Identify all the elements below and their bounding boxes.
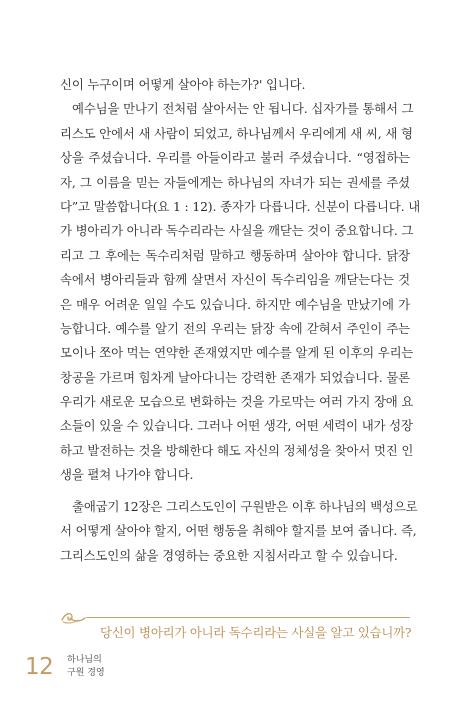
running-head-line: 구원 경영: [67, 668, 105, 678]
paragraph-2-line: 그리스도인의 삶을 경영하는 중요한 지침서라고 할 수 있습니다.: [60, 547, 398, 563]
paragraph-1-line: 리스도 안에서 새 사람이 되었고, 하나님께서 우리에게 새 씨, 새 형: [60, 125, 413, 141]
paragraph-2-line: 출애굽기 12장은 그리스도인이 구원받은 이후 하나님의 백성으로: [72, 499, 418, 514]
paragraph-2: [60, 495, 418, 568]
paragraph-1-line: 자, 그 이름을 믿는 자들에게는 하나님의 자녀가 되는 권세를 주셨: [60, 174, 410, 190]
paragraph-1-line: 능합니다. 예수를 알기 전의 우리는 닭장 속에 갇혀서 주인이 주는: [60, 320, 410, 336]
paragraph-1-line: 모이나 쪼아 먹는 연약한 존재였지만 예수를 알게 된 이후의 우리는: [60, 345, 414, 361]
paragraph-1-line: 소들이 있을 수 있습니다. 그러나 어떤 생각, 어떤 세력이 내가 성장: [60, 418, 413, 434]
callout-divider: [86, 617, 410, 618]
paragraph-1-line: 생을 펼쳐 나가야 합니다.: [60, 467, 194, 483]
ornament-swirl-icon: [60, 608, 86, 626]
paragraph-1: [60, 73, 421, 488]
paragraph-1-line: 하고 발전하는 것을 방해한다 해도 자신의 정체성을 찾아서 멋진 인: [60, 442, 414, 458]
paragraph-1-line: 다”고 말씀합니다(요 1 : 12). 종자가 다릅니다. 신분이 다릅니다. 내: [60, 198, 421, 214]
paragraph-1-line: 우리가 새로운 모습으로 변화하는 것을 가로막는 여러 가지 장애 요: [60, 394, 414, 410]
paragraph-1-line: 신이 누구이며 어떻게 살아야 하는가?' 입니다.: [60, 77, 306, 92]
paragraph-1-line: 창공을 가르며 힘차게 날아다니는 강력한 존재가 되었습니다. 물론: [60, 369, 410, 385]
reflection-callout: [60, 608, 410, 648]
page-number: 12: [25, 654, 54, 680]
paragraph-1-line: 예수님을 만나기 전처럼 살아서는 안 됩니다. 십자가를 통해서 그: [72, 101, 414, 117]
paragraph-1-line: 가 병아리가 아니라 독수리라는 사실을 깨닫는 것이 중요합니다. 그: [60, 223, 414, 239]
running-head-line: 하나님의: [67, 655, 102, 665]
running-head: [67, 654, 105, 680]
paragraph-1-line: 상을 주셨습니다. 우리를 아들이라고 불러 주셨습니다. “영접하는: [60, 150, 410, 166]
callout-question: 당신이 병아리가 아니라 독수리라는 사실을 알고 있습니까?: [100, 625, 412, 640]
paragraph-1-line: 속에서 병아리들과 함께 살면서 자신이 독수리임을 깨닫는다는 것: [60, 272, 410, 288]
paragraph-1-line: 리고 그 후에는 독수리처럼 말하고 행동하며 살아야 합니다. 닭장: [60, 247, 410, 263]
paragraph-1-line: 은 매우 어려운 일일 수도 있습니다. 하지만 예수님을 만났기에 가: [60, 296, 410, 312]
paragraph-2-line: 서 어떻게 살아야 할지, 어떤 행동을 취해야 할지를 보여 줍니다. 즉,: [60, 523, 417, 539]
